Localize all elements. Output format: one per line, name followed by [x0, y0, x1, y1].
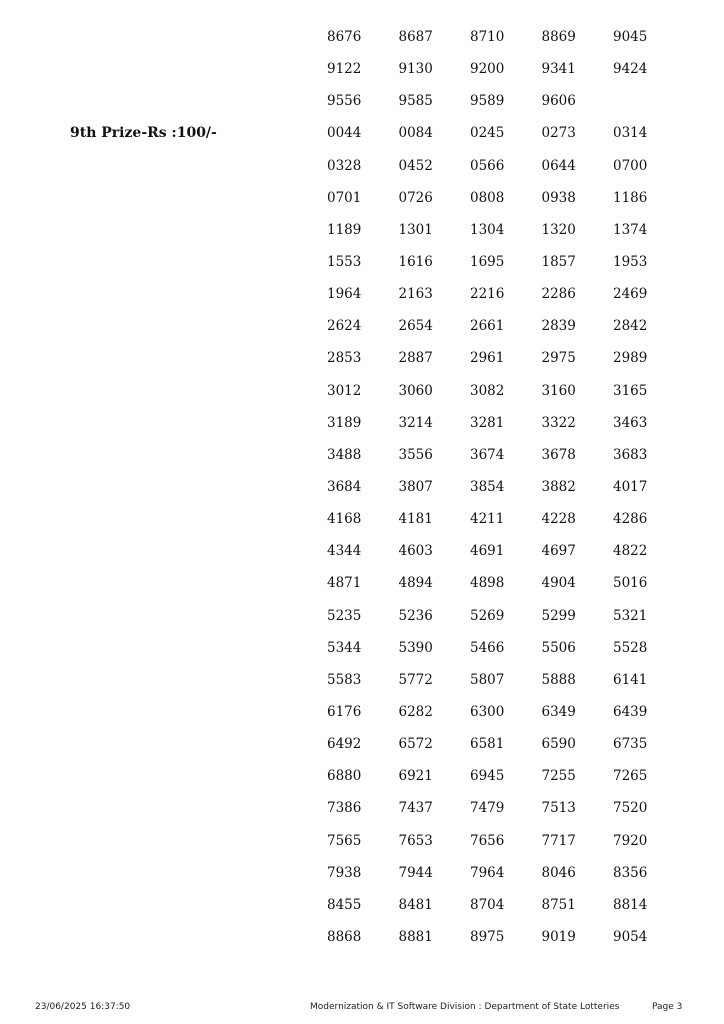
ticket-number: 2654: [398, 318, 433, 335]
ticket-number: 7437: [398, 800, 433, 817]
winning-numbers-table: [327, 28, 687, 960]
ticket-number: 3807: [398, 478, 433, 495]
ticket-number: 7265: [613, 768, 648, 785]
ticket-number: 5321: [613, 607, 648, 624]
ticket-number: 8676: [327, 29, 362, 45]
ticket-number: 6581: [470, 736, 505, 753]
ticket-number: 8687: [398, 29, 433, 45]
ticket-number: 4286: [613, 511, 648, 528]
number-row: [327, 928, 687, 960]
ticket-number: 6349: [541, 703, 576, 720]
footer-page-number: Page 3: [652, 1002, 683, 1012]
ticket-number: 5583: [327, 671, 362, 688]
ticket-number: 8710: [470, 29, 505, 45]
ticket-number: 3488: [327, 446, 362, 463]
ticket-number: 7386: [327, 800, 362, 817]
ticket-number: 0808: [470, 189, 505, 206]
ticket-number: 8455: [327, 896, 362, 913]
ticket-number: 6176: [327, 703, 362, 720]
ticket-number: 0314: [613, 125, 648, 142]
ticket-number: 8975: [470, 928, 505, 945]
ticket-number: 1553: [327, 253, 362, 270]
number-row: [327, 735, 687, 767]
ticket-number: 9130: [398, 61, 433, 78]
number-row: [327, 832, 687, 864]
ticket-number: 2839: [541, 318, 576, 335]
ticket-number: 2853: [327, 350, 362, 367]
ticket-number: 3189: [327, 414, 362, 431]
number-row: [327, 639, 687, 671]
ticket-number: 4168: [327, 511, 362, 528]
ticket-number: 2216: [470, 286, 505, 303]
ticket-number: 3322: [541, 414, 576, 431]
ticket-number: 7938: [327, 864, 362, 881]
ticket-number: 6282: [398, 703, 433, 720]
ticket-number: 0938: [541, 189, 576, 206]
ticket-number: 7944: [398, 864, 433, 881]
number-row: [327, 317, 687, 349]
ticket-number: 3281: [470, 414, 505, 431]
ticket-number: 6735: [613, 736, 648, 753]
ticket-number: 4691: [470, 543, 505, 560]
number-row: [327, 896, 687, 928]
ticket-number: 4904: [541, 575, 576, 592]
number-row: [327, 864, 687, 896]
ticket-number: 9556: [327, 93, 362, 110]
ticket-number: 1857: [541, 253, 576, 270]
page-footer: [0, 1000, 724, 1014]
ticket-number: 7920: [613, 832, 648, 849]
ticket-number: 9019: [541, 928, 576, 945]
prize-heading: 9th Prize-Rs :100/-: [70, 125, 217, 141]
ticket-number: 5235: [327, 607, 362, 624]
ticket-number: 9045: [613, 29, 648, 45]
ticket-number: 2961: [470, 350, 505, 367]
ticket-number: 0644: [541, 157, 576, 174]
ticket-number: 9585: [398, 93, 433, 110]
number-row: [327, 253, 687, 285]
number-row: [327, 28, 687, 60]
ticket-number: 8868: [327, 928, 362, 945]
ticket-number: 0273: [541, 125, 576, 142]
number-row: [327, 446, 687, 478]
ticket-number: 5236: [398, 607, 433, 624]
ticket-number: 6590: [541, 736, 576, 753]
ticket-number: 2989: [613, 350, 648, 367]
ticket-number: 6921: [398, 768, 433, 785]
ticket-number: 6300: [470, 703, 505, 720]
ticket-number: 5772: [398, 671, 433, 688]
number-row: [327, 510, 687, 542]
ticket-number: 5344: [327, 639, 362, 656]
ticket-number: 1186: [613, 189, 648, 206]
ticket-number: 4181: [398, 511, 433, 528]
ticket-number: 3160: [541, 382, 576, 399]
ticket-number: 3463: [613, 414, 648, 431]
ticket-number: 6439: [613, 703, 648, 720]
ticket-number: 9122: [327, 61, 362, 78]
ticket-number: 2469: [613, 286, 648, 303]
ticket-number: 4603: [398, 543, 433, 560]
ticket-number: 3214: [398, 414, 433, 431]
ticket-number: 6572: [398, 736, 433, 753]
ticket-number: 7656: [470, 832, 505, 849]
ticket-number: 1964: [327, 286, 362, 303]
ticket-number: 3060: [398, 382, 433, 399]
ticket-number: 4697: [541, 543, 576, 560]
number-row: [327, 92, 687, 124]
ticket-number: 4822: [613, 543, 648, 560]
ticket-number: 0726: [398, 189, 433, 206]
ticket-number: 2975: [541, 350, 576, 367]
number-row: [327, 382, 687, 414]
ticket-number: 9341: [541, 61, 576, 78]
ticket-number: 3165: [613, 382, 648, 399]
ticket-number: 0084: [398, 125, 433, 142]
ticket-number: 2624: [327, 318, 362, 335]
number-row: [327, 799, 687, 831]
ticket-number: 1320: [541, 221, 576, 238]
number-row: [327, 189, 687, 221]
ticket-number: 2887: [398, 350, 433, 367]
ticket-number: 0701: [327, 189, 362, 206]
ticket-number: 0700: [613, 157, 648, 174]
ticket-number: 0328: [327, 157, 362, 174]
ticket-number: 0245: [470, 125, 505, 142]
number-row: [327, 414, 687, 446]
ticket-number: 7565: [327, 832, 362, 849]
ticket-number: 1953: [613, 253, 648, 270]
ticket-number: 9606: [541, 93, 576, 110]
ticket-number: 7479: [470, 800, 505, 817]
ticket-number: 4228: [541, 511, 576, 528]
ticket-number: 5269: [470, 607, 505, 624]
ticket-number: 4344: [327, 543, 362, 560]
ticket-number: 1616: [398, 253, 433, 270]
number-row: [327, 124, 687, 156]
footer-timestamp: 23/06/2025 16:37:50: [35, 1002, 131, 1012]
ticket-number: 0566: [470, 157, 505, 174]
ticket-number: 3683: [613, 446, 648, 463]
ticket-number: 8704: [470, 896, 505, 913]
ticket-number: 5807: [470, 671, 505, 688]
number-row: [327, 767, 687, 799]
ticket-number: 9589: [470, 93, 505, 110]
ticket-number: 3556: [398, 446, 433, 463]
number-row: [327, 574, 687, 606]
ticket-number: 8481: [398, 896, 433, 913]
number-row: [327, 349, 687, 381]
ticket-number: 1189: [327, 221, 362, 238]
ticket-number: 8814: [613, 896, 648, 913]
ticket-number: 5528: [613, 639, 648, 656]
ticket-number: 4871: [327, 575, 362, 592]
number-row: [327, 157, 687, 189]
ticket-number: 9424: [613, 61, 648, 78]
ticket-number: 3684: [327, 478, 362, 495]
ticket-number: 5390: [398, 639, 433, 656]
ticket-number: 7717: [541, 832, 576, 849]
number-row: [327, 221, 687, 253]
ticket-number: 5016: [613, 575, 648, 592]
ticket-number: 6945: [470, 768, 505, 785]
number-row: [327, 542, 687, 574]
ticket-number: 2286: [541, 286, 576, 303]
ticket-number: 8046: [541, 864, 576, 881]
ticket-number: 4898: [470, 575, 505, 592]
ticket-number: 6141: [613, 671, 648, 688]
number-row: [327, 60, 687, 92]
ticket-number: 7513: [541, 800, 576, 817]
ticket-number: 5888: [541, 671, 576, 688]
ticket-number: 3674: [470, 446, 505, 463]
ticket-number: 9054: [613, 928, 648, 945]
ticket-number: 1304: [470, 221, 505, 238]
ticket-number: 0452: [398, 157, 433, 174]
number-row: [327, 703, 687, 735]
ticket-number: 4894: [398, 575, 433, 592]
ticket-number: 8881: [398, 928, 433, 945]
number-row: [327, 607, 687, 639]
ticket-number: 8869: [541, 29, 576, 45]
ticket-number: 8356: [613, 864, 648, 881]
ticket-number: 1301: [398, 221, 433, 238]
ticket-number: 7653: [398, 832, 433, 849]
ticket-number: 2163: [398, 286, 433, 303]
ticket-number: 3678: [541, 446, 576, 463]
ticket-number: 3854: [470, 478, 505, 495]
ticket-number: 5299: [541, 607, 576, 624]
ticket-number: 0044: [327, 125, 362, 142]
ticket-number: 6492: [327, 736, 362, 753]
ticket-number: 5506: [541, 639, 576, 656]
ticket-number: 8751: [541, 896, 576, 913]
ticket-number: 1695: [470, 253, 505, 270]
ticket-number: 3012: [327, 382, 362, 399]
ticket-number: 2661: [470, 318, 505, 335]
ticket-number: 3082: [470, 382, 505, 399]
ticket-number: 7964: [470, 864, 505, 881]
ticket-number: 7520: [613, 800, 648, 817]
ticket-number: 4017: [613, 478, 648, 495]
number-row: [327, 285, 687, 317]
ticket-number: 5466: [470, 639, 505, 656]
ticket-number: 4211: [470, 511, 505, 528]
number-row: [327, 671, 687, 703]
ticket-number: 9200: [470, 61, 505, 78]
ticket-number: 7255: [541, 768, 576, 785]
number-row: [327, 478, 687, 510]
ticket-number: 1374: [613, 221, 648, 238]
ticket-number: 6880: [327, 768, 362, 785]
ticket-number: 3882: [541, 478, 576, 495]
footer-organization: Modernization & IT Software Division : Department of State Lotteries: [310, 1002, 620, 1012]
ticket-number: 2842: [613, 318, 648, 335]
